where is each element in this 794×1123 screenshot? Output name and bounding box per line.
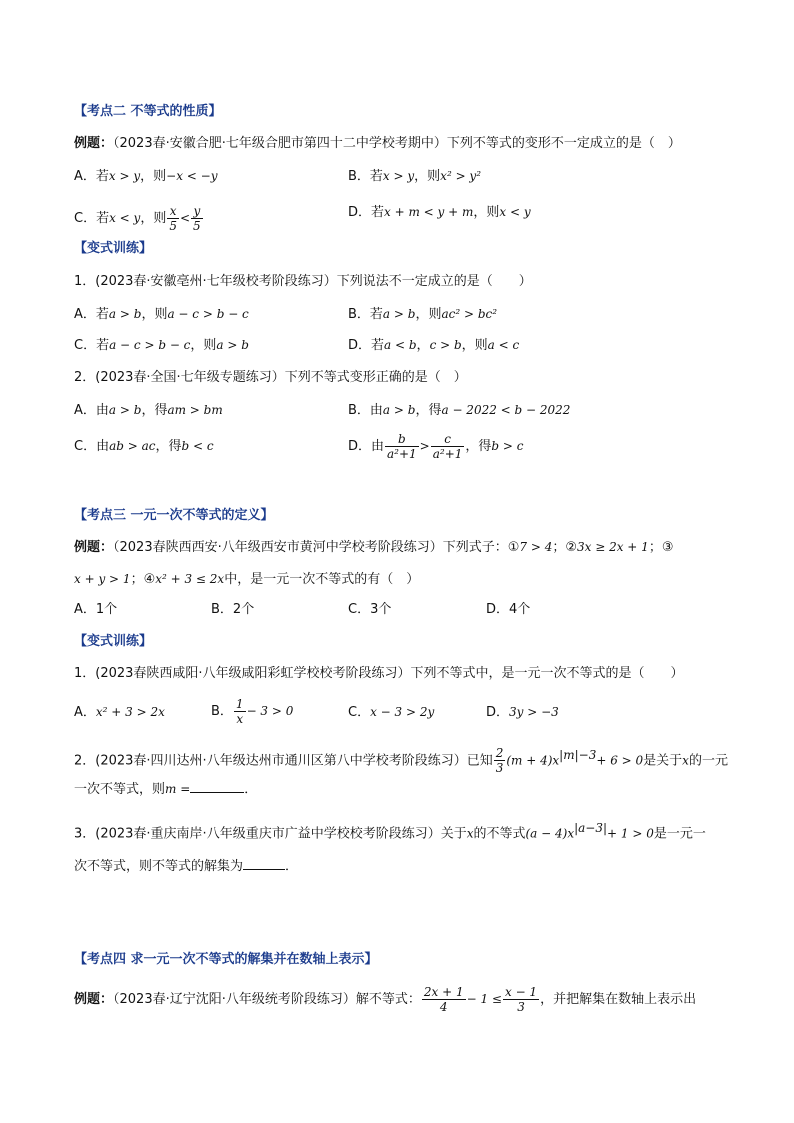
s2-q2-option-a: A．由a > b，得am > bm — [74, 403, 223, 418]
s3-example-question-line2: x + y > 1；④x² + 3 ≤ 2x中，是一元一次不等式的有（ ） — [74, 572, 420, 587]
s2-ex-option-c: C．若x < y，则 $\frac{x}{5}$ < $\frac{y}{5}$ — [74, 204, 201, 233]
s3-q1-question: 1．(2023春陕西咸阳·八年级咸阳彩虹学校校考阶段练习）下列不等式中，是一元一次不等式的是（ ） — [74, 666, 684, 681]
s2-q2-question: 2．(2023春·全国·七年级专题练习）下列不等式变形正确的是（ ） — [74, 370, 467, 385]
s3-ex-option-c: C．3个 — [348, 602, 392, 617]
s3-ex-option-d: D．4个 — [486, 602, 531, 617]
section-2-header: 【考点二 不等式的性质】 — [74, 104, 222, 119]
s2-q2-option-d: D．由 $\frac{b}{\text{a²+1}}$ > $\frac{c}{\text{a²+1}}$ ，得b > c — [348, 432, 524, 461]
s3-q2-question: 2．(2023春·四川达州·八年级达州市通川区第八中学校考阶段练习）已知 $\frac{2}{3}$ $(m + 4)x^{|m|-3}+ 6 > 0$是关于x的一元 — [74, 746, 728, 776]
s3-q2-question-line2: 一次不等式，则m = ． — [74, 782, 258, 797]
s3-q1-option-a: A．x² + 3 > 2x — [74, 705, 165, 720]
s2-ex-option-b: B．若x > y，则x² > y² — [348, 169, 482, 184]
s3-q3-question: 3．(2023春·重庆南岸·八年级重庆市广益中学校校考阶段练习）关于x的不等式$(a - 4)x^{|a-3|}+ 1 > 0$是一元一 — [74, 821, 706, 842]
s2-q1-option-a: A．若a > b，则a − c > b − c — [74, 307, 249, 322]
s2-q1-option-d: D．若a < b，c > b，则a < c — [348, 338, 520, 353]
s2-variant-header: 【变式训练】 — [74, 241, 153, 256]
example-source: （2023春·安徽合肥·七年级合肥市第四十二中学校考期中）下列不等式的变形不一定成立的是（ ） — [113, 136, 681, 151]
s3-q1-option-b: B． $\frac{1}{x}$ − 3 > 0 — [211, 697, 294, 726]
s3-ex-option-a: A．1个 — [74, 602, 118, 617]
s3-q1-option-d: D．3y > −3 — [486, 705, 559, 720]
s2-ex-option-a: A．若x > y，则−x < −y — [74, 169, 218, 184]
s2-q1-option-b: B．若a > b，则ac² > bc² — [348, 307, 498, 322]
s4-example-question: 例题：（2023春·辽宁沈阳·八年级统考阶段练习）解不等式： $\frac{2x + 1}{4}$ − 1 ≤ $\frac{x - 1}{3}$ ，并把解集在数轴上表示出 — [74, 985, 697, 1014]
s3-q1-option-c: C．x − 3 > 2y — [348, 705, 435, 720]
s3-q3-question-line2: 次不等式，则不等式的解集为 ． — [74, 859, 299, 874]
s3-variant-header: 【变式训练】 — [74, 634, 153, 649]
s2-q2-option-b: B．由a > b，得a − 2022 < b − 2022 — [348, 403, 571, 418]
s3-example-question: 例题：（2023春陕西西安·八年级西安市黄河中学校考阶段练习）下列式子：①7 > 4；②3x ≥ 2x + 1；③ — [74, 540, 674, 555]
s2-q2-option-c: C．由ab > ac，得b < c — [74, 439, 214, 454]
answer-blank[interactable] — [190, 780, 244, 793]
s2-q1-option-c: C．若a − c > b − c，则a > b — [74, 338, 249, 353]
answer-blank[interactable] — [243, 857, 285, 870]
s3-ex-option-b: B．2个 — [211, 602, 255, 617]
section-3-header: 【考点三 一元一次不等式的定义】 — [74, 508, 274, 523]
s2-q1-question: 1．(2023春·安徽亳州·七年级校考阶段练习）下列说法不一定成立的是（ ） — [74, 274, 532, 289]
section-4-header: 【考点四 求一元一次不等式的解集并在数轴上表示】 — [74, 952, 378, 967]
s2-example-question — [74, 135, 681, 153]
s2-ex-option-d: D．若x + m < y + m，则x < y — [348, 205, 531, 220]
example-label: 例题： — [74, 136, 114, 151]
